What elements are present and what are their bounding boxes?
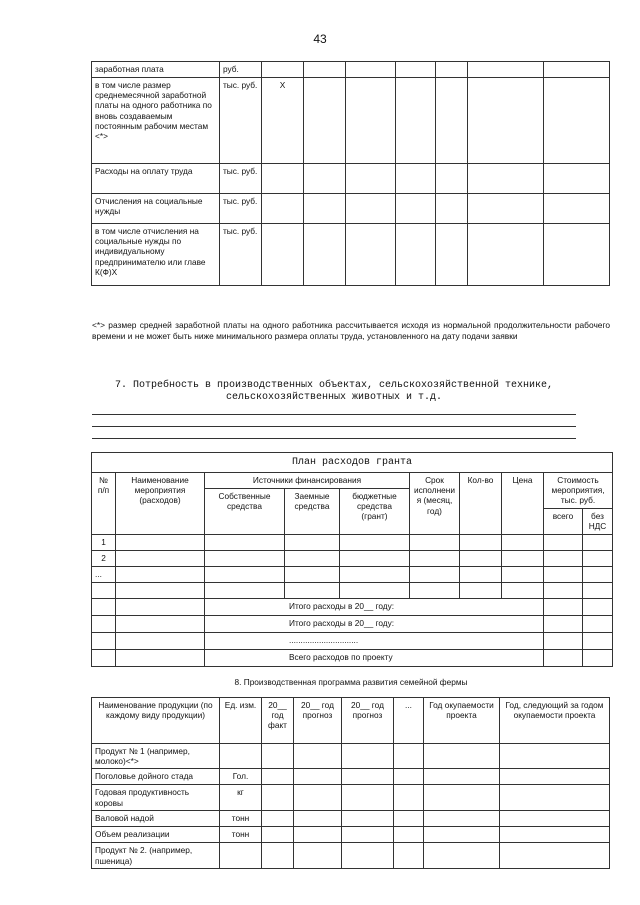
col-name: Наименование мероприятия (расходов) (116, 473, 205, 535)
col-product: Наименование продукции (по каждому виду продукции) (92, 698, 220, 744)
row-unit: руб. (220, 62, 262, 78)
table-row (92, 744, 610, 769)
row-unit: Гол. (220, 769, 262, 785)
table-row (92, 769, 610, 785)
row-number: 2 (92, 551, 116, 567)
summary-label: Итого расходы в 20__ году: (205, 616, 544, 633)
col-after-payback: Год, следующий за годом окупаемости проекта (500, 698, 610, 744)
row-unit: тонн (220, 827, 262, 843)
row-label: Объем реализации (92, 827, 220, 843)
table-row (92, 811, 610, 827)
col-payback-year: Год окупаемости проекта (424, 698, 500, 744)
row-number (92, 583, 116, 599)
row-label: в том числе размер среднемесячной заработной платы на одного работника по вновь создаваемым постоянным рабочим местам <*> (92, 78, 220, 164)
table-row (92, 567, 613, 583)
row-unit: кг (220, 785, 262, 811)
col-num: № п/п (92, 473, 116, 535)
table-row (92, 194, 610, 224)
col-own: Собственные средства (205, 489, 285, 535)
col-year-forecast: 20__ год прогноз (342, 698, 394, 744)
table-row (92, 843, 610, 869)
fill-line (92, 426, 576, 427)
row-unit (220, 843, 262, 869)
row-label: Продукт № 1 (например, молоко)<*> (92, 744, 220, 769)
table-row (92, 224, 610, 286)
row-unit: тонн (220, 811, 262, 827)
summary-label: Всего расходов по проекту (205, 650, 544, 667)
row-label: заработная плата (92, 62, 220, 78)
grant-expense-table (91, 452, 613, 667)
col-price: Цена (502, 473, 544, 535)
row-unit: тыс. руб. (220, 194, 262, 224)
col-borrowed: Заемные средства (285, 489, 340, 535)
col-year-forecast: 20__ год прогноз (294, 698, 342, 744)
table-row (92, 827, 610, 843)
grant-table-title: План расходов гранта (92, 453, 613, 473)
row-number: ... (92, 567, 116, 583)
table-row (92, 535, 613, 551)
col-total: всего (544, 509, 583, 535)
row-label: Годовая продуктивность коровы (92, 785, 220, 811)
col-qty: Кол-во (460, 473, 502, 535)
section8-title: 8. Производственная программа развития семейной фермы (234, 677, 468, 687)
summary-label: Итого расходы в 20__ году: (205, 599, 544, 616)
col-no-vat: без НДС (583, 509, 613, 535)
col-year-fact: 20__ год факт (262, 698, 294, 744)
col-unit: Ед. изм. (220, 698, 262, 744)
col-ellipsis: ... (394, 698, 424, 744)
row-label: Поголовье дойного стада (92, 769, 220, 785)
summary-row (92, 599, 613, 616)
row-label: Валовой надой (92, 811, 220, 827)
summary-row (92, 650, 613, 667)
table-row (92, 78, 610, 164)
x-mark: Х (262, 78, 304, 164)
fill-line (92, 438, 576, 439)
table-row (92, 62, 610, 78)
row-unit: тыс. руб. (220, 164, 262, 194)
summary-row (92, 633, 613, 650)
col-sources: Источники финансирования (205, 473, 410, 489)
footnote: <*> размер средней заработной платы на одного работника рассчитывается исходя из нормальной продолжительности рабочего времени и не может быть ниже минимального размера оплаты труда, установленного на дату подачи заявки (92, 320, 610, 341)
col-cost: Стоимость мероприятия, тыс. руб. (544, 473, 613, 509)
row-unit: тыс. руб. (220, 224, 262, 286)
row-label: Расходы на оплату труда (92, 164, 220, 194)
table-row (92, 785, 610, 811)
row-unit (220, 744, 262, 769)
row-label: Отчисления на социальные нужды (92, 194, 220, 224)
col-budget: бюджетные средства (грант) (340, 489, 410, 535)
labor-cost-table (91, 61, 610, 286)
col-term: Срок исполнени я (месяц, год) (410, 473, 460, 535)
table-row (92, 551, 613, 567)
page-number: 43 (313, 32, 327, 46)
row-label: Продукт № 2. (например, пшеница) (92, 843, 220, 869)
section7-title: 7. Потребность в производственных объектах, сельскохозяйственной технике, сельскохозяйственных животных и т.д. (114, 380, 554, 403)
row-number: 1 (92, 535, 116, 551)
row-unit: тыс. руб. (220, 78, 262, 164)
summary-row (92, 616, 613, 633)
row-label: в том числе отчисления на социальные нужды по индивидуальному предпринимателю или главе К(Ф)Х (92, 224, 220, 286)
table-row (92, 583, 613, 599)
production-program-table (91, 697, 610, 869)
table-row (92, 164, 610, 194)
summary-label: .............................. (205, 633, 544, 650)
fill-line (92, 414, 576, 415)
